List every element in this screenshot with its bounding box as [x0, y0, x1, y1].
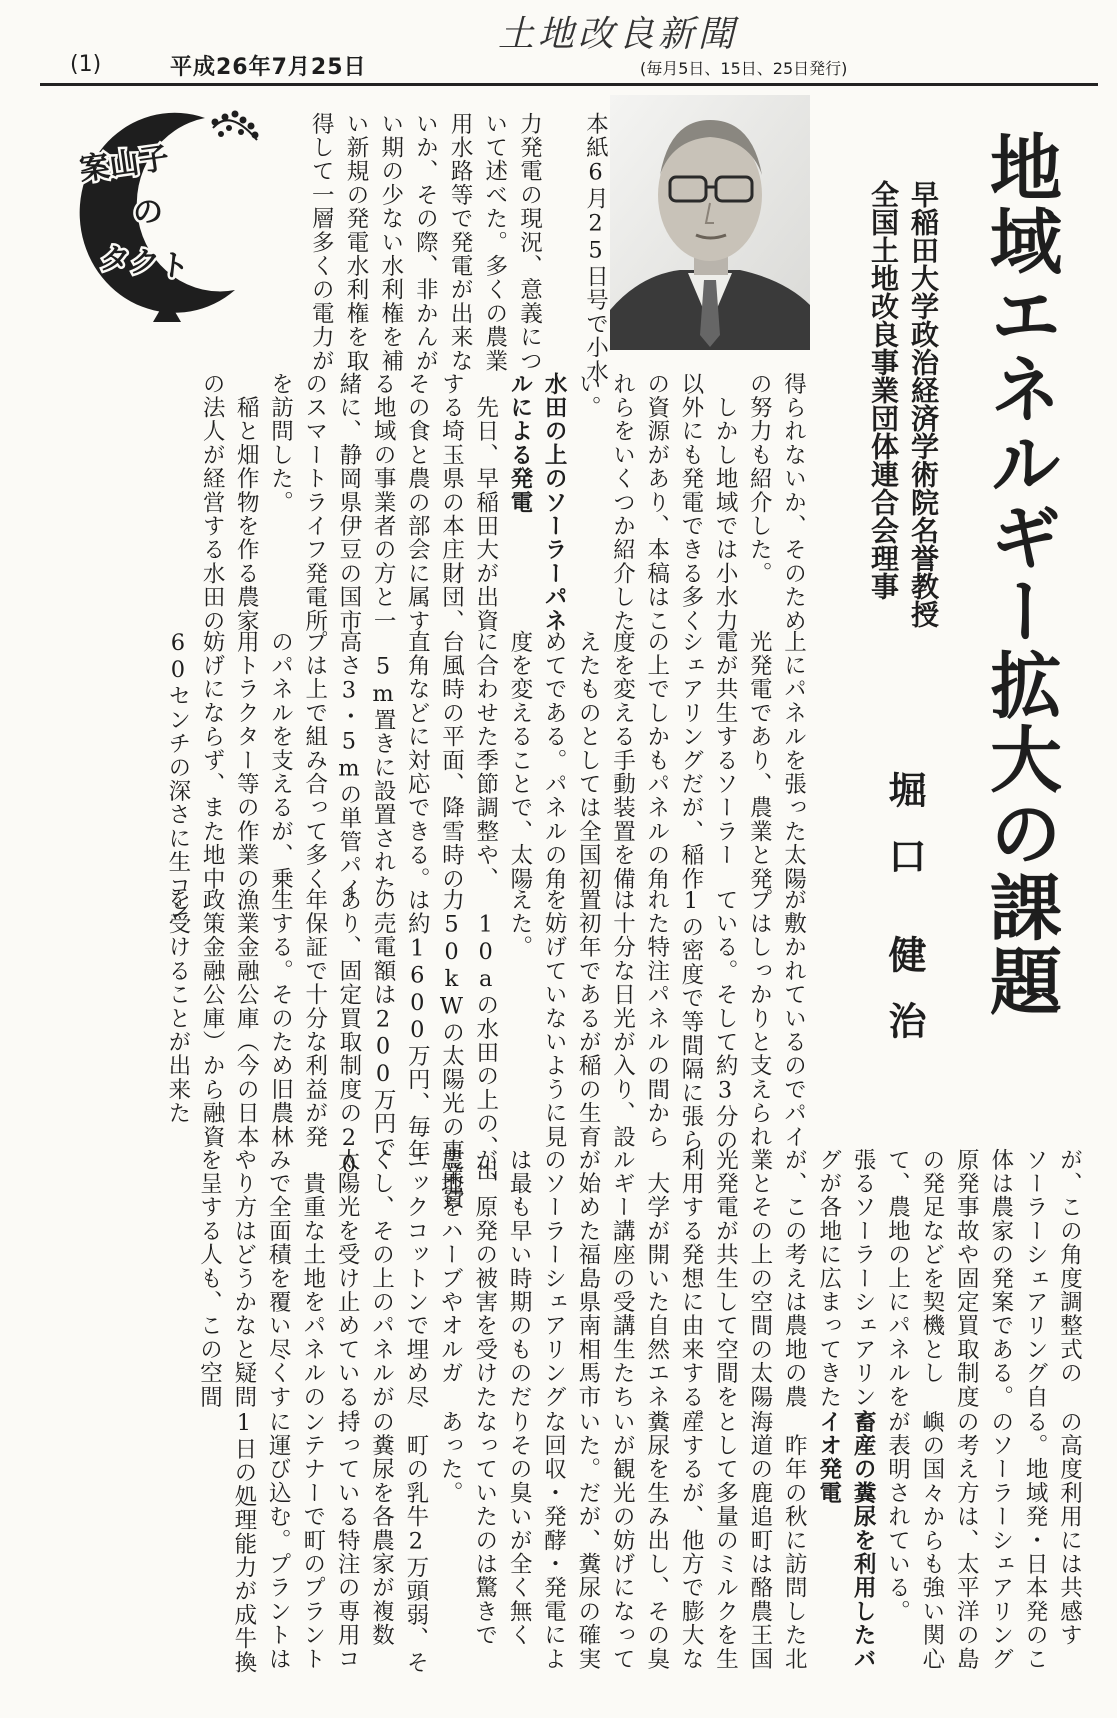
article-line: めてである。パネルの角: [541, 630, 568, 891]
article-line: くし、その上のパネルが: [368, 1148, 395, 1409]
article-lead-line: 本紙6月25日号で小水: [582, 112, 609, 384]
article-line: る。地域発・日本発のこ: [1022, 1410, 1049, 1671]
article-line: 電が共生するソーラー: [712, 630, 739, 867]
article-line: 水田の上のソーラーパネ: [541, 372, 568, 633]
article-line: 光発電であり、農業と発: [746, 630, 773, 891]
article-line: のソーラーシェアリング: [540, 1148, 567, 1409]
article-line: 先日、早稲田大が出資: [472, 372, 499, 633]
column-logo: [55, 100, 270, 330]
article-line: のソーラーシェアリング: [987, 1410, 1014, 1671]
article-line: 妨げにならず、また地中: [199, 630, 226, 891]
author-title-2: 全国土地改良事業団体連合会理事: [867, 180, 900, 600]
article-line: が敷かれているのでパイ: [780, 888, 807, 1149]
article-line: ニックコットンで埋め尽: [402, 1148, 429, 1409]
article-line: の法人が経営する水田の: [199, 372, 226, 633]
article-line: 嶼の国々からも強い関心: [918, 1410, 945, 1671]
article-line: を受けることが出来た: [164, 888, 191, 1125]
article-line: その食と農の部会に属す: [404, 372, 431, 633]
article-line: ルギー講座の受講生たち: [609, 1148, 636, 1409]
article-line: 昨年の秋に訪問した北: [781, 1410, 808, 1671]
article-line: れらをいくつか紹介した: [609, 372, 636, 633]
article-line: 60センチの深さに生コン: [164, 630, 191, 922]
article-line: が始めた福島県南相馬市: [574, 1148, 601, 1409]
article-line: 大学が開いた自然エネ: [643, 1148, 670, 1409]
article-line: の上でしかもパネルの角: [643, 630, 670, 891]
article-line: は約1600万円、毎年: [404, 888, 431, 1163]
article-line: イオ発電: [815, 1410, 842, 1505]
article-line: は最も早い時期のものだ: [506, 1148, 533, 1409]
article-line: 光発電が共生して空間を: [712, 1148, 739, 1409]
article-line: シェアリングだが、稲作: [677, 630, 704, 891]
article-line: えた。: [506, 888, 533, 960]
article-line: て、農地の上にパネルを: [884, 1148, 911, 1409]
article-line: が、この考えは農地の農: [781, 1148, 808, 1409]
article-line: れた特注パネルの間から: [643, 888, 670, 1149]
article-line: 用トラクター等の作業の: [233, 630, 260, 891]
article-line: ソーラーシェアリング自: [1022, 1148, 1049, 1409]
article-line: 力50kWの太陽光の事業費: [438, 888, 465, 1211]
article-line: 利用する発想に由来する。: [678, 1148, 705, 1433]
article-line: 海道の鹿追町は酪農王国: [746, 1410, 773, 1671]
page-number: (1): [70, 52, 102, 77]
article-line: えたものとしては全国初: [575, 630, 602, 891]
article-line: の発足などを契機とし: [918, 1148, 945, 1385]
article-line: 上にパネルを張った太陽: [780, 630, 807, 891]
article-line: いた。だが、糞尿の確実: [574, 1410, 601, 1671]
article-line: が、原発の被害を受けた: [471, 1148, 498, 1409]
article-line: の資源があり、本稿はこ: [643, 372, 670, 633]
author-photo: [610, 95, 810, 350]
article-line: 力発電の現況、意義につ: [516, 112, 543, 373]
logo-text-line1: 案山子: [77, 140, 172, 188]
article-line: 高さ3・5mの単管パイ: [335, 630, 362, 902]
article-line: あった。: [437, 1410, 464, 1505]
article-line: 直角などに対応できる。: [404, 630, 431, 891]
article-line: 太陽光を受け止めている。: [334, 1148, 361, 1433]
article-line: いて述べた。多くの農業: [481, 112, 508, 373]
article-line: 1の密度で等間隔に張ら: [677, 888, 704, 1153]
article-line: のスマートライフ発電所: [301, 372, 328, 633]
article-line: 5m置きに設置された: [370, 630, 397, 898]
article-line: の糞尿を各農家が複数: [368, 1410, 395, 1647]
article-line: 農地をハーブやオルガ: [437, 1148, 464, 1385]
article-line: 用水路等で発電が出来な: [447, 112, 474, 373]
article-line: の高度利用には共感す: [1056, 1410, 1083, 1647]
article-line: あり、固定買取制度の20: [335, 888, 362, 1180]
author-given-name: 健治: [882, 935, 926, 1067]
article-line: いが観光の妨げになって: [609, 1410, 636, 1671]
article-line: の努力も紹介した。: [746, 372, 773, 586]
handwritten-paper-name: 土地改良新聞: [498, 14, 739, 55]
article-line: い期の少ない水利権を補: [377, 112, 404, 373]
article-line: 体は農家の発案である。: [987, 1148, 1014, 1409]
article-line: 得られないか、そのため: [780, 372, 807, 633]
article-line: ルによる発電: [506, 372, 533, 515]
article-line: は十分な日光が入り、設: [609, 888, 636, 1149]
article-line: の売電額は200万円で: [370, 888, 397, 1160]
article-line: 度を変えることで、太陽: [506, 630, 533, 891]
article-line: のパネルを支えるが、乗: [267, 630, 294, 891]
article-line: プは上で組み合って多く: [301, 630, 328, 891]
article-line: を呈する人も、この空間: [196, 1148, 223, 1409]
publication-date: 平成26年7月25日: [170, 55, 367, 80]
author-surname: 堀口: [882, 770, 926, 902]
article-line: ている。そして約3分の: [712, 888, 739, 1153]
article-line: 貴重な土地をパネルの: [299, 1148, 326, 1409]
article-line: 稲と畑作物を作る農家: [233, 372, 260, 633]
article-line: が、この角度調整式の: [1056, 1148, 1083, 1385]
article-line: プはしっかりと支えられ: [746, 888, 773, 1149]
article-line: やり方はどうかなと疑問: [230, 1148, 257, 1409]
svg-text:タクト: タクト: [98, 241, 192, 286]
article-line: 町の乳牛2万頭弱、そ: [402, 1410, 429, 1675]
article-line: みで全面積を覆い尽くす: [265, 1148, 292, 1409]
article-line: いか、その際、非かんが: [412, 112, 439, 373]
article-line: 糞尿を生み出し、その臭: [643, 1410, 670, 1671]
article-line: 1日の処理能力が成牛換: [230, 1410, 257, 1675]
article-line: ンテナーで町のプラント: [299, 1410, 326, 1671]
article-line: りその臭いが全く無く: [506, 1410, 533, 1647]
article-line: に運び込む。プラントは: [265, 1410, 292, 1671]
article-line: 以外にも発電できる多く: [677, 372, 704, 633]
article-line: 張るソーラーシェアリン: [850, 1148, 877, 1409]
article-line: 政策金融公庫）から融資: [199, 888, 226, 1149]
author-title-1: 早稲田大学政治経済学術院名誉教授: [907, 180, 940, 628]
article-line: 持っている特注の専用コ: [334, 1410, 361, 1671]
svg-text:の: の: [133, 195, 163, 230]
article-line: い。: [575, 372, 602, 420]
article-line: 年保証で十分な利益が発: [301, 888, 328, 1149]
article-line: として多量のミルクを生: [712, 1410, 739, 1671]
article-line: 畜産の糞尿を利用したバ: [850, 1410, 877, 1671]
article-line: い新規の発電水利権を取: [343, 112, 369, 373]
article-line: しかし地域では小水力: [712, 372, 739, 633]
article-line: する埼玉県の本庄財団、: [438, 372, 465, 633]
article-line: 置初年であるが稲の生育: [575, 888, 602, 1149]
article-line: 業とその上の空間の太陽: [746, 1148, 773, 1409]
publication-schedule: (毎月5日、15日、25日発行): [640, 59, 848, 78]
article-line: 漁業金融公庫（今の日本: [233, 888, 260, 1149]
article-line: 10aの水田の上の、出: [472, 888, 499, 1183]
article-line: なっていたのは驚きで: [471, 1410, 498, 1647]
article-line: 原発事故や固定買取制度: [953, 1148, 980, 1409]
article-line: の考え方は、太平洋の島: [953, 1410, 980, 1671]
article-line: を妨げていないように見: [541, 888, 568, 1149]
article-line: 度を変える手動装置を備: [609, 630, 636, 891]
article-line: な回収・発酵・発電によ: [540, 1410, 567, 1671]
header-rule: [40, 83, 1098, 86]
article-line: 緒に、静岡県伊豆の国市: [335, 372, 362, 633]
article-line: グが各地に広まってきた: [815, 1148, 842, 1409]
article-line: 産するが、他方で膨大な: [678, 1410, 705, 1671]
article-line: が表明されている。: [884, 1410, 911, 1624]
article-headline: 地域エネルギー拡大の課題: [978, 130, 1062, 1018]
article-line: を訪問した。: [267, 372, 294, 515]
article-line: る地域の事業者の方と一: [370, 372, 397, 633]
article-line: 生する。そのため旧農林: [267, 888, 294, 1149]
article-line: 台風時の平面、降雪時の: [438, 630, 465, 891]
article-line: に合わせた季節調整や、: [472, 630, 499, 891]
article-line: 得して一層多くの電力が: [308, 112, 335, 373]
